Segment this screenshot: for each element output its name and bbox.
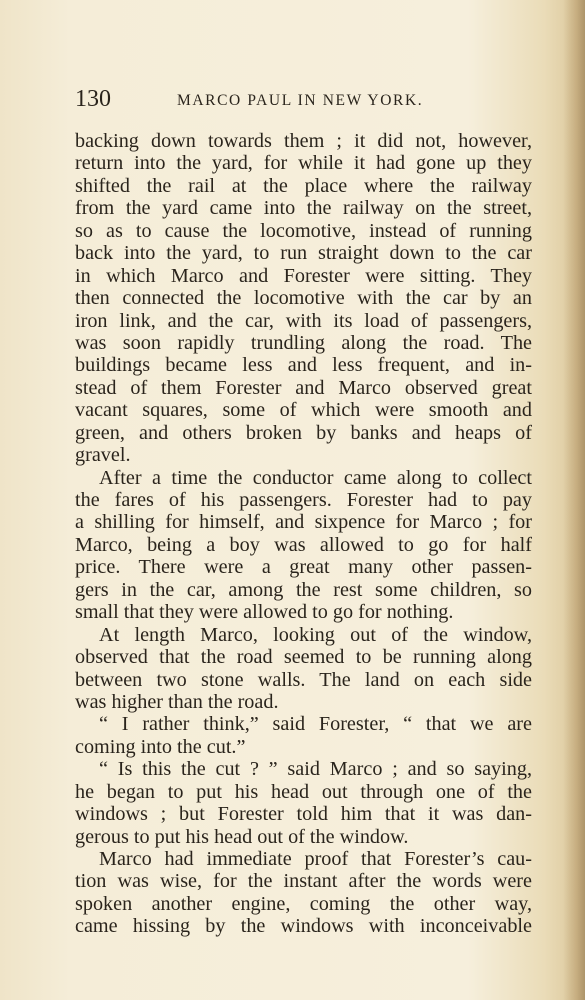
text-line: gers in the car, among the rest some children, so <box>75 578 532 601</box>
page-header <box>75 86 535 116</box>
text-line: Marco had immediate proof that Forester’s cau- <box>99 848 532 870</box>
running-head: MARCO PAUL IN NEW YORK. <box>177 92 424 109</box>
text-line: was higher than the road. <box>75 690 279 713</box>
text-line: from the yard came into the railway on the street, <box>75 197 532 220</box>
page-edge-shadow <box>563 0 585 1000</box>
text-line: gerous to put his head out of the window. <box>75 825 409 848</box>
text-line: coming into the cut.” <box>75 735 246 758</box>
text-line: iron link, and the car, with its load of passengers, <box>75 309 532 332</box>
text-line: Marco, being a boy was allowed to go for half <box>75 533 532 556</box>
body-text <box>75 130 532 938</box>
text-line: windows ; but Forester told him that it was dan- <box>75 803 532 826</box>
text-line: return into the yard, for while it had gone up they <box>75 152 532 175</box>
text-line: stead of them Forester and Marco observed great <box>75 376 532 399</box>
text-line: then connected the locomotive with the car by an <box>75 287 532 310</box>
text-line: between two stone walls. The land on each side <box>75 668 532 691</box>
page-number: 130 <box>75 86 111 112</box>
text-line: came hissing by the windows with inconceivable <box>75 915 532 938</box>
text-line: the fares of his passengers. Forester had to pay <box>75 489 532 511</box>
text-line: gravel. <box>75 444 131 467</box>
text-line: spoken another engine, coming the other way, <box>75 892 532 915</box>
text-line: back into the yard, to run straight down to the car <box>75 242 532 265</box>
text-line: vacant squares, some of which were smooth and <box>75 399 532 422</box>
text-line: observed that the road seemed to be running along <box>75 646 532 669</box>
text-line: After a time the conductor came along to collect <box>99 466 532 489</box>
text-line: “ I rather think,” said Forester, “ that we are <box>99 713 532 736</box>
text-line: tion was wise, for the instant after the words were <box>75 870 532 893</box>
text-line: small that they were allowed to go for nothing. <box>75 601 454 624</box>
text-line: so as to cause the locomotive, instead of running <box>75 219 532 242</box>
text-line: in which Marco and Forester were sitting. They <box>75 264 532 287</box>
text-line: shifted the rail at the place where the railway <box>75 174 532 197</box>
text-line: he began to put his head out through one of the <box>75 780 532 803</box>
text-line: price. There were a great many other passen- <box>75 556 532 579</box>
text-line: was soon rapidly trundling along the road. The <box>75 331 532 354</box>
text-line: backing down towards them ; it did not, however, <box>75 130 532 152</box>
text-line: a shilling for himself, and sixpence for Marco ; for <box>75 511 532 534</box>
text-line: green, and others broken by banks and heaps of <box>75 421 532 444</box>
text-line: “ Is this the cut ? ” said Marco ; and so saying, <box>99 758 532 781</box>
text-line: buildings became less and less frequent, and in- <box>75 354 532 377</box>
text-line: At length Marco, looking out of the window, <box>99 623 532 646</box>
